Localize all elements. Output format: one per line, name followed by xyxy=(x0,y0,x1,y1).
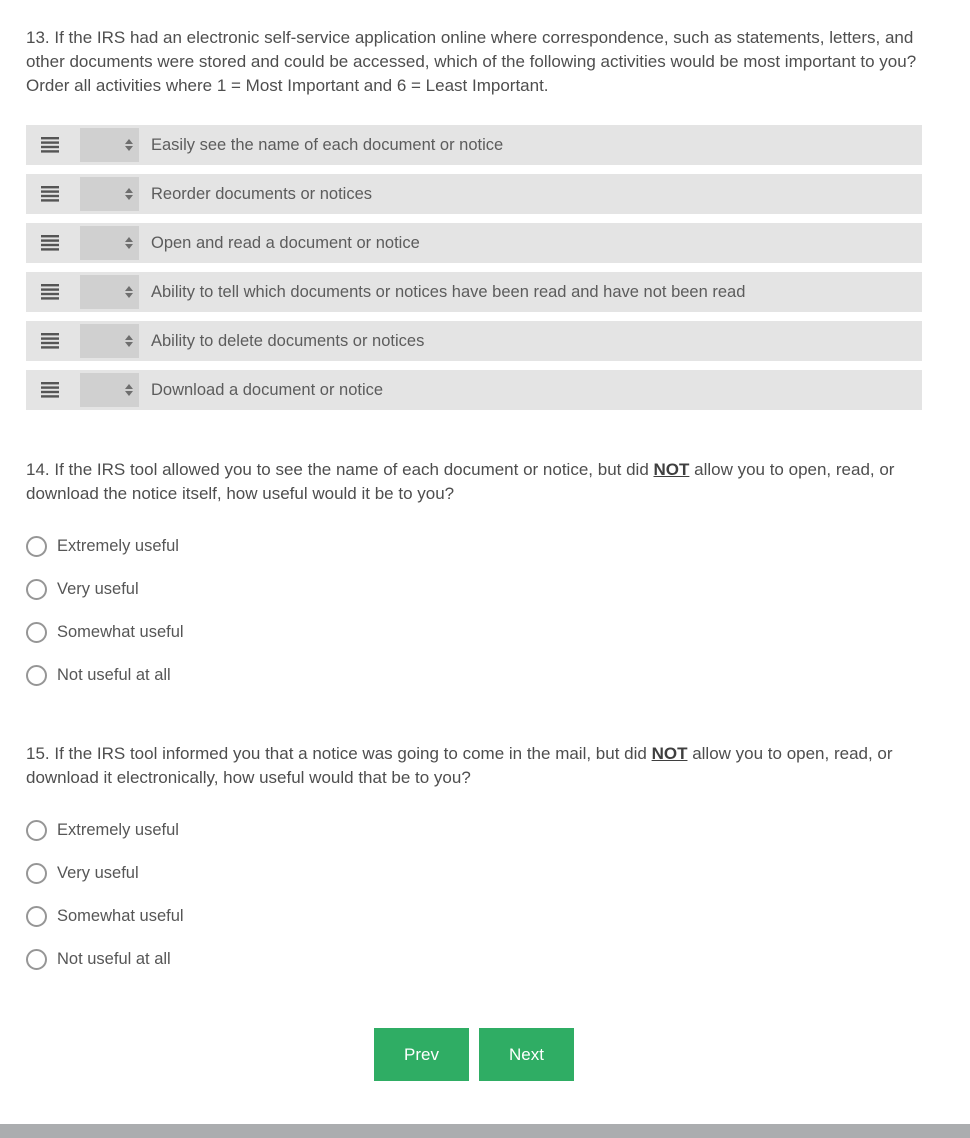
ranking-row[interactable] xyxy=(26,174,922,214)
radio-button-icon[interactable] xyxy=(26,579,47,600)
radio-option-label: Not useful at all xyxy=(57,666,171,684)
question-13-text xyxy=(26,26,922,98)
radio-option-label: Somewhat useful xyxy=(57,907,184,925)
ranking-row[interactable] xyxy=(26,321,922,361)
spinner-arrows-icon xyxy=(125,384,133,396)
question-14 xyxy=(26,458,922,686)
question-15-options xyxy=(26,820,922,970)
question-14-text-part1: 14. If the IRS tool allowed you to see the name of each document or notice, but did xyxy=(26,460,654,479)
radio-button-icon[interactable] xyxy=(26,665,47,686)
radio-option-label: Very useful xyxy=(57,864,139,882)
radio-option-label: Somewhat useful xyxy=(57,623,184,641)
ranking-item-label: Open and read a document or notice xyxy=(151,233,420,252)
radio-option[interactable] xyxy=(26,622,184,643)
question-14-not-emphasis: NOT xyxy=(653,460,690,479)
ranking-item-label: Reorder documents or notices xyxy=(151,184,373,203)
rank-dropdown[interactable] xyxy=(80,226,139,260)
question-15-not-emphasis: NOT xyxy=(651,744,688,763)
radio-option[interactable] xyxy=(26,949,171,970)
spinner-arrows-icon xyxy=(125,237,133,249)
radio-option[interactable] xyxy=(26,579,139,600)
rank-dropdown[interactable] xyxy=(80,324,139,358)
question-14-text xyxy=(26,458,922,506)
question-14-options xyxy=(26,536,922,686)
nav-buttons xyxy=(26,1028,922,1081)
radio-button-icon[interactable] xyxy=(26,622,47,643)
drag-handle-icon[interactable] xyxy=(41,284,59,300)
radio-button-icon[interactable] xyxy=(26,949,47,970)
ranking-item-label: Easily see the name of each document or notice xyxy=(151,135,504,154)
rank-dropdown[interactable] xyxy=(80,177,139,211)
radio-button-icon[interactable] xyxy=(26,863,47,884)
question-13 xyxy=(26,26,922,410)
spinner-arrows-icon xyxy=(125,335,133,347)
radio-option[interactable] xyxy=(26,863,139,884)
spinner-arrows-icon xyxy=(125,286,133,298)
rank-dropdown[interactable] xyxy=(80,373,139,407)
ranking-row[interactable] xyxy=(26,272,922,312)
ranking-row[interactable] xyxy=(26,370,922,410)
question-15-text-part1: 15. If the IRS tool informed you that a notice was going to come in the mail, but did xyxy=(26,744,652,763)
drag-handle-icon[interactable] xyxy=(41,235,59,251)
drag-handle-icon[interactable] xyxy=(41,382,59,398)
rank-dropdown[interactable] xyxy=(80,275,139,309)
drag-handle-icon[interactable] xyxy=(41,137,59,153)
question-15-text-part2: allow you to open, read, or download it electronically, how useful would that be to you? xyxy=(26,744,893,787)
question-15 xyxy=(26,742,922,970)
radio-option[interactable] xyxy=(26,906,184,927)
prev-button[interactable]: Prev xyxy=(374,1028,469,1081)
ranking-item-label: Download a document or notice xyxy=(151,380,384,399)
radio-option-label: Not useful at all xyxy=(57,950,171,968)
radio-option-label: Extremely useful xyxy=(57,821,179,839)
radio-button-icon[interactable] xyxy=(26,536,47,557)
radio-option-label: Extremely useful xyxy=(57,537,179,555)
radio-button-icon[interactable] xyxy=(26,820,47,841)
radio-button-icon[interactable] xyxy=(26,906,47,927)
question-15-text xyxy=(26,742,922,790)
rank-dropdown[interactable] xyxy=(80,128,139,162)
radio-option[interactable] xyxy=(26,536,179,557)
footer-bar xyxy=(0,1124,970,1138)
question-14-text-part2: allow you to open, read, or download the notice itself, how useful would it be to you? xyxy=(26,460,895,503)
spinner-arrows-icon xyxy=(125,139,133,151)
ranking-item-label: Ability to delete documents or notices xyxy=(151,331,425,350)
drag-handle-icon[interactable] xyxy=(41,333,59,349)
next-button[interactable]: Next xyxy=(479,1028,574,1081)
ranking-item-label: Ability to tell which documents or notices have been read and have not been read xyxy=(151,282,746,301)
radio-option[interactable] xyxy=(26,665,171,686)
drag-handle-icon[interactable] xyxy=(41,186,59,202)
question-13-text-body: 13. If the IRS had an electronic self-service application online where correspondence, such as statements, letters, and other documents were stored and could be accessed, which of the following activities would be most important to you? Order all activities where 1 = Most Important and 6 = Least Important. xyxy=(26,28,917,95)
radio-option-label: Very useful xyxy=(57,580,139,598)
ranking-row[interactable] xyxy=(26,223,922,263)
ranking-row[interactable] xyxy=(26,125,922,165)
radio-option[interactable] xyxy=(26,820,179,841)
spinner-arrows-icon xyxy=(125,188,133,200)
ranking-list xyxy=(26,125,922,410)
